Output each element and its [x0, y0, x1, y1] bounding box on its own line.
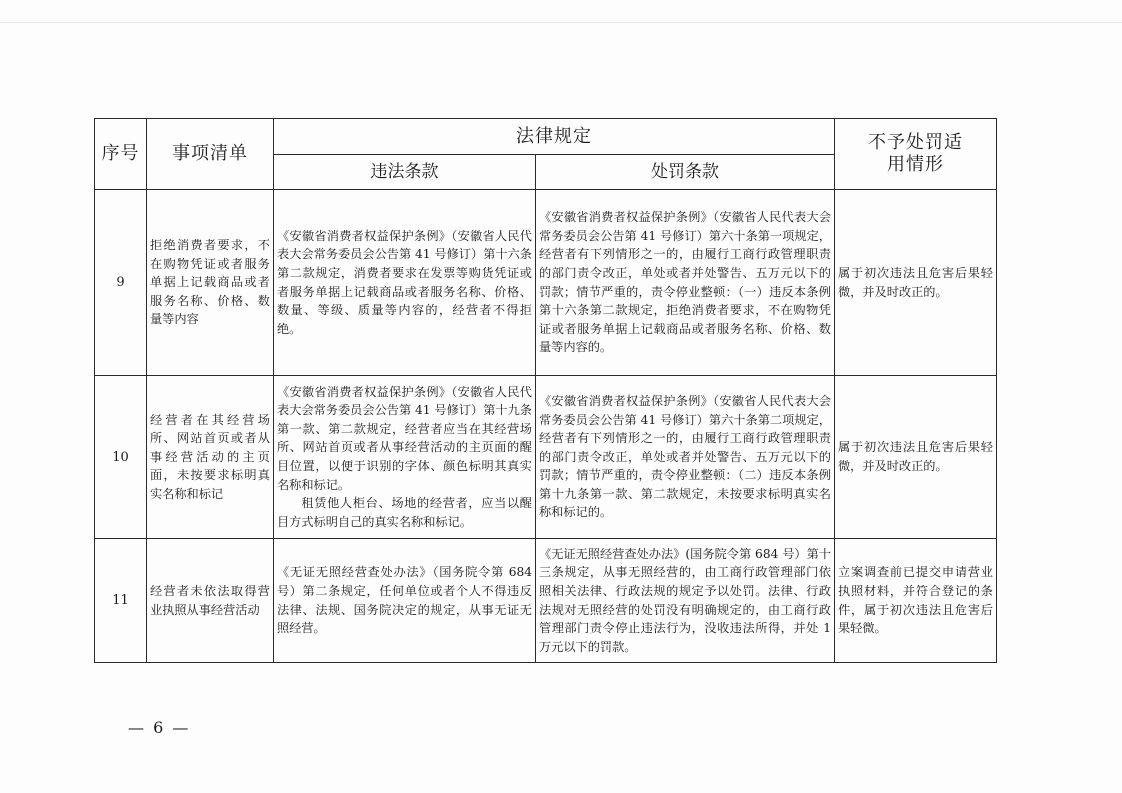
row-violation [274, 539, 536, 663]
row-seq: 10 [95, 376, 147, 539]
header-penalty: 处罚条款 [536, 155, 835, 190]
scan-edge-line [0, 22, 1122, 23]
header-row-top [95, 119, 997, 155]
header-seq: 序号 [95, 119, 147, 190]
row-exemption: 属于初次违法且危害后果轻微，并及时改正的。 [835, 376, 997, 539]
violation-paragraph: 《无证无照经营查处办法》（国务院令第 684 号）第二条规定，任何单位或者个人不得违反法律、法规、国务院决定的规定，从事无证无照经营。 [277, 565, 532, 636]
row-penalty: 《安徽省消费者权益保护条例》（安徽省人民代表大会常务委员会公告第 41 号修订）第六十条第一项规定，经营者有下列情形之一的，由履行工商行政管理职责的部门责令改正，单处或者并处警告、五万元以下的罚款；情节严重的，责令停业整顿：（一）违反本条例第十六条第二款规定，拒绝消费者要求，不在购物凭证或者服务单据上记载商品或者服务名称、价格、数量等内容的。 [536, 190, 835, 376]
header-exemption: 不予处罚适用情形 [835, 119, 997, 190]
legal-provisions-table [94, 118, 997, 663]
row-exemption: 立案调查前已提交申请营业执照材料，并符合登记的条件，属于初次违法且危害后果轻微。 [835, 539, 997, 663]
violation-paragraph: 《安徽省消费者权益保护条例》（安徽省人民代表大会常务委员会公告第 41 号修订）第十九条第一款、第二款规定，经营者应当在其经营场所、网站首页或者从事经营活动的主页面的醒目位置，以便于识别的字体、颜色标明其真实名称和标记。 [277, 384, 532, 492]
table-row [95, 539, 997, 663]
row-exemption: 属于初次违法且危害后果轻微，并及时改正的。 [835, 190, 997, 376]
header-violation: 违法条款 [274, 155, 536, 190]
table-row [95, 190, 997, 376]
violation-paragraph: 租赁他人柜台、场地的经营者，应当以醒目方式标明自己的真实名称和标记。 [277, 496, 532, 529]
row-violation [274, 376, 536, 539]
header-legal: 法律规定 [274, 119, 835, 155]
row-item: 拒绝消费者要求，不在购物凭证或者服务单据上记载商品或者服务名称、价格、数量等内容 [147, 190, 274, 376]
row-violation [274, 190, 536, 376]
row-penalty: 《无证无照经营查处办法》(国务院令第 684 号）第十三条规定，从事无照经营的，由工商行政管理部门依照相关法律、行政法规的规定予以处罚。法律、行政法规对无照经营的处罚没有明确规定的，由工商行政管理部门责令停止违法行为，没收违法所得，并处 1 万元以下的罚款。 [536, 539, 835, 663]
row-seq: 9 [95, 190, 147, 376]
page-number: — 6 — [128, 718, 191, 737]
table-row [95, 376, 997, 539]
row-item: 经营者未依法取得营业执照从事经营活动 [147, 539, 274, 663]
row-seq: 11 [95, 539, 147, 663]
row-penalty: 《安徽省消费者权益保护条例》（安徽省人民代表大会常务委员会公告第 41 号修订）第六十条第二项规定，经营者有下列情形之一的，由履行工商行政管理职责的部门责令改正，单处或者并处警告、五万元以下的罚款；情节严重的，责令停业整顿：（二）违反本条例第十九条第一款、第二款规定，未按要求标明真实名称和标记的。 [536, 376, 835, 539]
violation-paragraph: 《安徽省消费者权益保护条例》（安徽省人民代表大会常务委员会公告第 41 号修订）第十六条第二款规定，消费者要求在发票等购货凭证或者服务单据上记载商品或者服务名称、价格、数量、等级、质量等内容的，经营者不得拒绝。 [277, 228, 532, 336]
row-item: 经营者在其经营场所、网站首页或者从事经营活动的主页面，未按要求标明真实名称和标记 [147, 376, 274, 539]
header-items: 事项清单 [147, 119, 274, 190]
